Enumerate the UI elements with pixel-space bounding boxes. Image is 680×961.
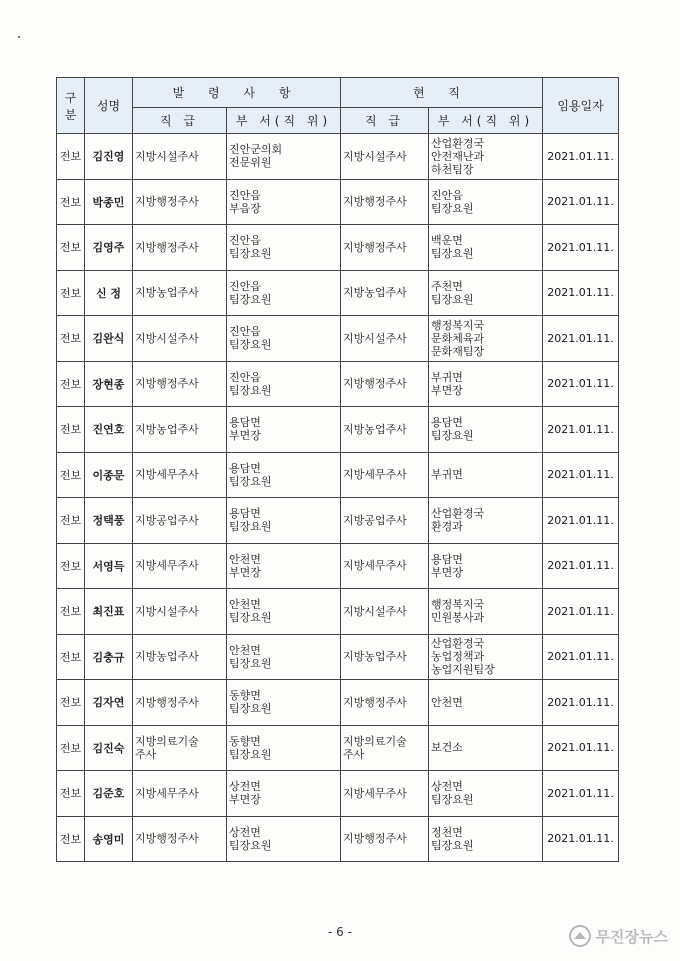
header-appointment-date: 임용일자 xyxy=(543,78,619,134)
row-new-dept: 진안읍 팀장요원 xyxy=(227,270,341,316)
header-order-dept: 부 서(직 위) xyxy=(227,108,341,134)
row-new-dept: 진안읍 팀장요원 xyxy=(227,361,341,407)
table-row xyxy=(57,179,619,225)
row-type: 전보 xyxy=(57,316,85,362)
row-date: 2021.01.11. xyxy=(543,134,619,180)
row-new-dept: 용담면 팀장요원 xyxy=(227,452,341,498)
row-new-grade: 지방농업주사 xyxy=(133,270,227,316)
table-row xyxy=(57,680,619,726)
scan-speck xyxy=(18,36,20,38)
table-row xyxy=(57,270,619,316)
row-new-dept: 진안읍 부읍장 xyxy=(227,179,341,225)
row-new-dept: 동향면 팀장요원 xyxy=(227,680,341,726)
table-row xyxy=(57,134,619,180)
row-new-grade: 지방농업주사 xyxy=(133,407,227,453)
row-date: 2021.01.11. xyxy=(543,634,619,680)
row-type: 전보 xyxy=(57,361,85,407)
row-new-dept: 상전면 팀장요원 xyxy=(227,816,341,862)
row-name: 김충규 xyxy=(85,634,133,680)
row-new-grade: 지방공업주사 xyxy=(133,498,227,544)
row-new-grade: 지방농업주사 xyxy=(133,634,227,680)
watermark xyxy=(569,925,668,947)
table-row xyxy=(57,589,619,635)
row-type: 전보 xyxy=(57,634,85,680)
table-row xyxy=(57,816,619,862)
row-new-dept: 진안군의회 전문위원 xyxy=(227,134,341,180)
row-new-grade: 지방시설주사 xyxy=(133,589,227,635)
row-current-grade: 지방행정주사 xyxy=(341,225,429,271)
row-name: 정택풍 xyxy=(85,498,133,544)
row-new-grade: 지방행정주사 xyxy=(133,816,227,862)
row-type: 전보 xyxy=(57,589,85,635)
row-date: 2021.01.11. xyxy=(543,589,619,635)
row-new-dept: 동향면 팀장요원 xyxy=(227,725,341,771)
row-current-dept: 용담면 팀장요원 xyxy=(429,407,543,453)
row-current-dept: 보건소 xyxy=(429,725,543,771)
row-name: 서영득 xyxy=(85,543,133,589)
row-current-dept: 용담면 부면장 xyxy=(429,543,543,589)
row-type: 전보 xyxy=(57,134,85,180)
row-current-grade: 지방공업주사 xyxy=(341,498,429,544)
row-type: 전보 xyxy=(57,225,85,271)
row-new-dept: 진안읍 팀장요원 xyxy=(227,225,341,271)
row-current-dept: 산업환경국 농업정책과 농업지원팀장 xyxy=(429,634,543,680)
row-date: 2021.01.11. xyxy=(543,543,619,589)
mountain-logo-icon xyxy=(569,925,591,947)
table-body xyxy=(57,134,619,862)
row-name: 신 정 xyxy=(85,270,133,316)
row-name: 김진영 xyxy=(85,134,133,180)
row-type: 전보 xyxy=(57,680,85,726)
row-new-grade: 지방행정주사 xyxy=(133,361,227,407)
row-new-grade: 지방행정주사 xyxy=(133,680,227,726)
row-current-dept: 행정복지국 민원봉사과 xyxy=(429,589,543,635)
header-division: 구분 xyxy=(57,78,85,134)
row-date: 2021.01.11. xyxy=(543,361,619,407)
row-date: 2021.01.11. xyxy=(543,725,619,771)
row-type: 전보 xyxy=(57,179,85,225)
header-current-grade: 직 급 xyxy=(341,108,429,134)
watermark-text: 무진장뉴스 xyxy=(595,927,668,946)
table-row xyxy=(57,771,619,817)
row-current-grade: 지방농업주사 xyxy=(341,407,429,453)
row-type: 전보 xyxy=(57,407,85,453)
row-current-dept: 행정복지국 문화체육과 문화재팀장 xyxy=(429,316,543,362)
row-date: 2021.01.11. xyxy=(543,498,619,544)
row-current-grade: 지방세무주사 xyxy=(341,543,429,589)
row-date: 2021.01.11. xyxy=(543,452,619,498)
row-type: 전보 xyxy=(57,452,85,498)
row-new-dept: 진안읍 팀장요원 xyxy=(227,316,341,362)
page-number: - 6 - xyxy=(328,925,352,939)
table-row xyxy=(57,543,619,589)
row-date: 2021.01.11. xyxy=(543,407,619,453)
row-new-grade: 지방세무주사 xyxy=(133,771,227,817)
row-date: 2021.01.11. xyxy=(543,771,619,817)
row-name: 김준호 xyxy=(85,771,133,817)
row-new-grade: 지방시설주사 xyxy=(133,316,227,362)
table-row xyxy=(57,361,619,407)
row-current-dept: 산업환경국 안전재난과 하천팀장 xyxy=(429,134,543,180)
row-name: 최진표 xyxy=(85,589,133,635)
row-name: 김자연 xyxy=(85,680,133,726)
row-type: 전보 xyxy=(57,771,85,817)
header-order-grade: 직 급 xyxy=(133,108,227,134)
row-current-grade: 지방시설주사 xyxy=(341,589,429,635)
row-new-dept: 안천면 팀장요원 xyxy=(227,634,341,680)
row-name: 진연호 xyxy=(85,407,133,453)
row-current-dept: 안천면 xyxy=(429,680,543,726)
header-order-group: 발 령 사 항 xyxy=(133,78,341,108)
row-name: 김진숙 xyxy=(85,725,133,771)
row-current-grade: 지방시설주사 xyxy=(341,316,429,362)
row-name: 이종문 xyxy=(85,452,133,498)
row-current-dept: 산업환경국 환경과 xyxy=(429,498,543,544)
row-name: 김완식 xyxy=(85,316,133,362)
header-current-group: 현 직 xyxy=(341,78,543,108)
row-new-dept: 안천면 팀장요원 xyxy=(227,589,341,635)
table-row xyxy=(57,498,619,544)
row-new-dept: 안천면 부면장 xyxy=(227,543,341,589)
row-new-grade: 지방시설주사 xyxy=(133,134,227,180)
table-row xyxy=(57,725,619,771)
table-row xyxy=(57,634,619,680)
table-row xyxy=(57,452,619,498)
row-current-grade: 지방시설주사 xyxy=(341,134,429,180)
row-type: 전보 xyxy=(57,543,85,589)
row-new-grade: 지방행정주사 xyxy=(133,179,227,225)
row-new-grade: 지방행정주사 xyxy=(133,225,227,271)
table-row xyxy=(57,407,619,453)
row-new-dept: 용담면 팀장요원 xyxy=(227,498,341,544)
row-date: 2021.01.11. xyxy=(543,179,619,225)
row-name: 김영주 xyxy=(85,225,133,271)
row-current-grade: 지방행정주사 xyxy=(341,361,429,407)
row-current-dept: 백운면 팀장요원 xyxy=(429,225,543,271)
row-date: 2021.01.11. xyxy=(543,316,619,362)
header-name: 성명 xyxy=(85,78,133,134)
row-current-grade: 지방농업주사 xyxy=(341,634,429,680)
personnel-table xyxy=(56,77,619,862)
row-current-dept: 상전면 팀장요원 xyxy=(429,771,543,817)
row-current-grade: 지방농업주사 xyxy=(341,270,429,316)
row-current-grade: 지방행정주사 xyxy=(341,680,429,726)
row-type: 전보 xyxy=(57,270,85,316)
row-current-grade: 지방행정주사 xyxy=(341,816,429,862)
row-current-grade: 지방의료기술 주사 xyxy=(341,725,429,771)
row-current-grade: 지방세무주사 xyxy=(341,771,429,817)
table-row xyxy=(57,316,619,362)
row-current-dept: 부귀면 부면장 xyxy=(429,361,543,407)
row-current-grade: 지방행정주사 xyxy=(341,179,429,225)
row-name: 송영미 xyxy=(85,816,133,862)
row-type: 전보 xyxy=(57,725,85,771)
row-new-grade: 지방의료기술 주사 xyxy=(133,725,227,771)
row-name: 박종민 xyxy=(85,179,133,225)
row-current-grade: 지방세무주사 xyxy=(341,452,429,498)
row-name: 장현종 xyxy=(85,361,133,407)
row-date: 2021.01.11. xyxy=(543,680,619,726)
row-current-dept: 진안읍 팀장요원 xyxy=(429,179,543,225)
row-type: 전보 xyxy=(57,816,85,862)
table-row xyxy=(57,225,619,271)
row-current-dept: 정천면 팀장요원 xyxy=(429,816,543,862)
row-new-dept: 용담면 부면장 xyxy=(227,407,341,453)
header-current-dept: 부 서(직 위) xyxy=(429,108,543,134)
row-current-dept: 주천면 팀장요원 xyxy=(429,270,543,316)
row-current-dept: 부귀면 xyxy=(429,452,543,498)
row-new-grade: 지방세무주사 xyxy=(133,543,227,589)
row-date: 2021.01.11. xyxy=(543,225,619,271)
row-type: 전보 xyxy=(57,498,85,544)
row-new-grade: 지방세무주사 xyxy=(133,452,227,498)
row-date: 2021.01.11. xyxy=(543,270,619,316)
row-new-dept: 상전면 부면장 xyxy=(227,771,341,817)
row-date: 2021.01.11. xyxy=(543,816,619,862)
